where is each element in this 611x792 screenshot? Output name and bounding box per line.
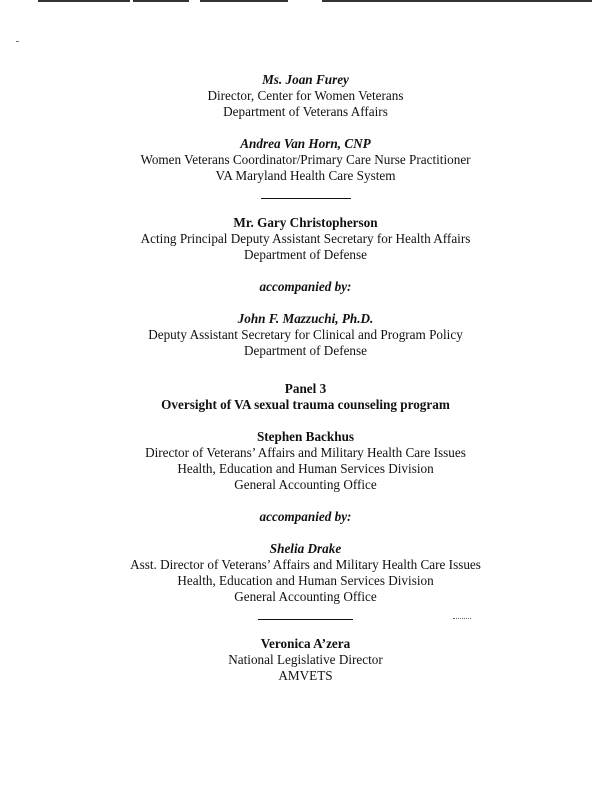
panel-subject: Oversight of VA sexual trauma counseling program	[161, 397, 450, 412]
accompanied-by-label: accompanied by:	[259, 509, 352, 524]
witness-organization: Department of Defense	[243, 343, 368, 358]
witness-organization: VA Maryland Health Care System	[215, 168, 396, 183]
witness-title: Director, Center for Women Veterans	[207, 88, 404, 103]
scan-speck	[16, 41, 19, 42]
witness-title: Director of Veterans’ Affairs and Military Health Care Issues	[145, 445, 466, 460]
witness-name: Andrea Van Horn, CNP	[240, 136, 371, 151]
witness-title: Women Veterans Coordinator/Primary Care Nurse Practitioner	[140, 152, 471, 167]
scan-artifact-line-2	[133, 0, 189, 2]
witness-title: National Legislative Director	[228, 652, 383, 667]
witness-division: Health, Education and Human Services Division	[177, 461, 434, 476]
panel-number: Panel 3	[284, 381, 327, 396]
witness-name: Shelia Drake	[269, 541, 342, 556]
scan-artifact-line-1	[38, 0, 130, 2]
witness-list	[0, 72, 611, 684]
witness-division: Health, Education and Human Services Division	[177, 573, 434, 588]
witness-organization: Department of Veterans Affairs	[223, 104, 388, 119]
accompanied-by-label: accompanied by:	[259, 279, 352, 294]
scan-artifact-line-4	[322, 0, 592, 2]
witness-name: John F. Mazzuchi, Ph.D.	[237, 311, 374, 326]
witness-name: Stephen Backhus	[256, 429, 355, 444]
witness-title: Asst. Director of Veterans’ Affairs and Military Health Care Issues	[130, 557, 481, 572]
witness-title: Acting Principal Deputy Assistant Secretary for Health Affairs	[140, 231, 471, 246]
witness-organization: General Accounting Office	[234, 589, 377, 604]
witness-name: Mr. Gary Christopherson	[233, 215, 378, 230]
witness-organization: AMVETS	[278, 668, 333, 683]
witness-organization: General Accounting Office	[234, 477, 377, 492]
witness-title: Deputy Assistant Secretary for Clinical and Program Policy	[148, 327, 463, 342]
witness-name: Veronica A’zera	[260, 636, 351, 651]
witness-organization: Department of Defense	[243, 247, 368, 262]
scan-artifact-line-3	[200, 0, 288, 2]
witness-name: Ms. Joan Furey	[262, 72, 349, 87]
